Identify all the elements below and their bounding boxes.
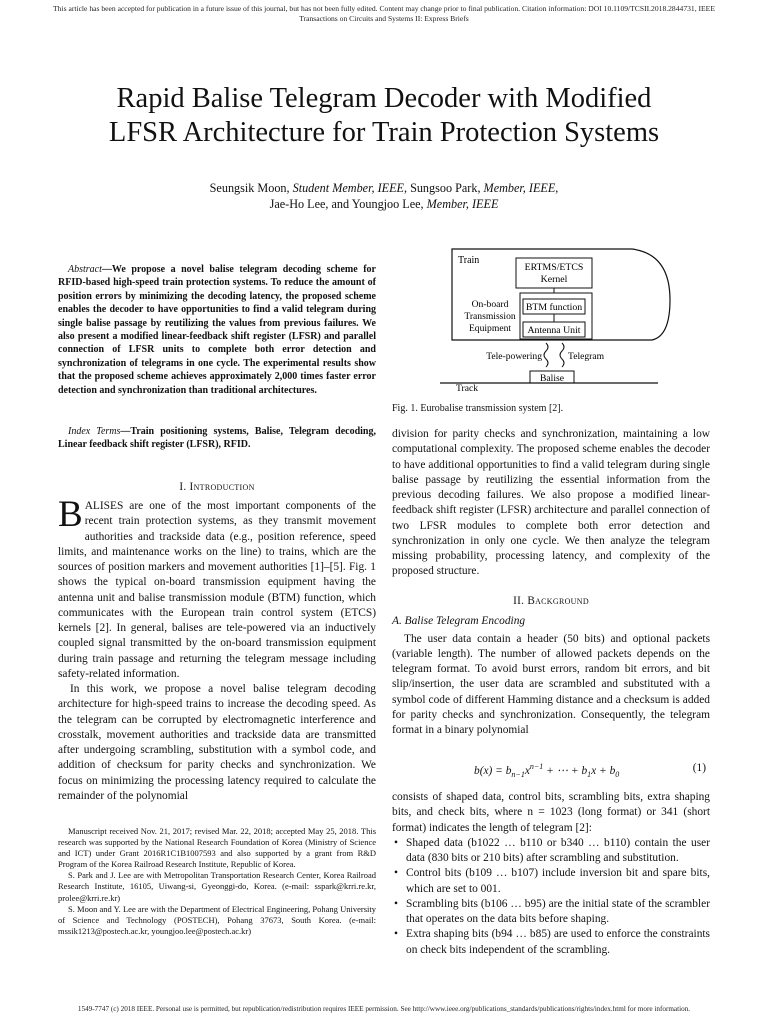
antenna-unit-label: Antenna Unit: [527, 325, 581, 336]
footnote-affiliation-postech: S. Moon and Y. Lee are with the Department of Electrical Engineering, Pohang University of Science and Technology (POSTECH), Pohang 37673, South Korea. (e-mail: mssik1213@postech.ac.kr, youngjoo.lee@postech.ac.kr): [58, 903, 376, 936]
journal-notice-line1: This article has been accepted for publication in a future issue of this journal, but has not been fully edited. Content may change prior to final publication. Citation information: DOI 10.1109/TCSII.2018.2844731, IEEE: [53, 4, 715, 13]
author-name: Jae-Ho Lee, and Youngjoo Lee,: [269, 197, 427, 211]
paper-title-line2: LFSR Architecture for Train Protection Systems: [108, 117, 660, 148]
author-role: Member, IEEE: [483, 181, 556, 195]
list-item: • Scrambling bits (b106 … b95) are the initial state of the scrambler that operates on the data bits before shaping.: [392, 897, 710, 928]
intro-continued-paragraph: division for parity checks and synchronization, maintaining a low computational complexity. The proposed scheme enables the decoder to have additional opportunities to find a valid telegram during single balise passage by reutilizing the essential information from the previous decoding failures. We also propose a modified linear-feedback shift register (LFSR) architecture and parallel connection of two LFSR modules to complete both error detection and synchronization in only one cycle. We then analyze the telegram missing probability, processing latency, and complexity of the proposed structure.: [392, 428, 710, 578]
onboard-label-line2: Transmission: [464, 311, 516, 322]
telegram-fields-list: [392, 836, 710, 958]
introduction-section: [58, 480, 376, 804]
paper-title-line1: Rapid Balise Telegram Decoder with Modified: [116, 83, 652, 114]
author-role: Member, IEEE: [426, 197, 499, 211]
telegram-label: Telegram: [568, 351, 605, 362]
right-column-upper: [392, 427, 710, 738]
index-terms: [58, 425, 376, 452]
author-name: , Sungsoo Park,: [403, 181, 484, 195]
train-label: Train: [458, 255, 480, 266]
section-heading-background: II. Background: [513, 594, 589, 607]
figure-caption: Fig. 1. Eurobalise transmission system [2].: [392, 403, 564, 414]
ertms-label-line1: ERTMS/ETCS: [524, 262, 584, 273]
format-description-paragraph: consists of shaped data, control bits, scrambling bits, extra shaping bits, and check bits, where n = 1023 (long format) or 341 (short format) indicates the length of telegram [2]:: [392, 791, 710, 834]
footnote-affiliation-krri: S. Park and J. Lee are with Metropolitan Transportation Research Center, Korea Railroad Research Institute, 16105, Uiwang-si, Gyeonggi-do, Korea. (e-mail: sspark@krri.re.kr, prolee@krri.re.kr): [58, 870, 376, 903]
figure-eurobalise-diagram: [438, 244, 678, 394]
balise-label: Balise: [540, 373, 564, 384]
equation-telegram-polynomial: [392, 762, 710, 778]
list-item: • Shaped data (b1022 … b110 or b340 … b110) contain the user data (830 bits or 210 bits) after scrambling and substitution.: [392, 836, 710, 867]
right-column-lower: [392, 790, 710, 958]
journal-notice-line2: Transactions on Circuits and Systems II: Express Briefs: [299, 14, 469, 23]
btm-function-label: BTM function: [525, 302, 583, 313]
abstract-text: —We propose a novel balise telegram decoding scheme for RFID-based high-speed train protection systems. To reduce the amount of position errors by minimizing the decoding latency, the proposed scheme enables the decoder to have opportunities to find a valid telegram during single balise passage by reutilizing the values from previous failures. We also present a modified linear-feedback shift register (LFSR) and parallel connection of LFSR units to complete both error detection and synchronization of telegrams in one cycle. The experimental results show that the proposed scheme achieves approximately 2,000 times faster error detection and synchronization than traditional architectures.: [58, 264, 376, 396]
abstract: [58, 263, 376, 397]
author-line2: [40, 196, 728, 212]
author-line1: [40, 180, 728, 196]
drop-cap: B: [58, 494, 83, 535]
author-list: [40, 180, 728, 212]
ertms-label-line2: Kernel: [540, 274, 568, 285]
footnotes: [58, 826, 376, 937]
author-role: Student Member, IEEE: [292, 181, 404, 195]
telepowering-wave: [544, 343, 548, 367]
author-name: Seungsik Moon,: [209, 181, 293, 195]
abstract-label: Abstract: [68, 264, 102, 275]
section-heading-introduction: I. Introduction: [179, 481, 255, 493]
footnote-manuscript: Manuscript received Nov. 21, 2017; revised Mar. 22, 2018; accepted May 25, 2018. This research was supported by the National Research Foundation of Korea (Ministry of Science and ICT) under Grant 2016R1C1B1007593 and also supported by a grant from R&D Program of the Korea Railroad Research Institute, Republic of Korea.: [58, 826, 376, 870]
onboard-label-line1: On-board: [471, 299, 509, 310]
subsection-heading-telegram-encoding: A. Balise Telegram Encoding: [392, 614, 526, 627]
index-terms-label: Index Terms: [68, 426, 121, 437]
copyright-notice: 1549-7747 (c) 2018 IEEE. Personal use is permitted, but republication/redistribution requires IEEE permission. See http://www.ieee.org/publications_standards/publications/rights/index.html for more information.: [77, 1005, 691, 1013]
list-item: • Control bits (b109 … b107) include inversion bit and spare bits, which are set to 001.: [392, 866, 710, 897]
author-separator: ,: [555, 181, 559, 195]
equation-body: $b(x) = b_{n-1}x^{n-1}$ + ⋯ + $b_1x + b_0$: [474, 762, 620, 780]
intro-paragraph-2: In this work, we propose a novel balise telegram decoding architecture for high-speed trains to increase the decoding speed. As the telegram can be corrupted by electromagnetic interference and crosstalk, movement authorities and trackside data are transmitted after undergoing scrambling, substitution with a symbol code, and addition of checksum for parity checks and synchronization. We focus on minimizing the processing latency required to calculate the remainder of the polynomial: [58, 683, 376, 802]
intro-paragraph-1-text: ALISES are one of the most important components of the recent train protection systems, as they transmit movement authorities and trackside data (e.g., position reference, speed limits, and maintenance works on the line) to trains, which are the sources of position markers and movement authorities [1]–[5]. Fig. 1 shows the typical on-board transmission equipment having the antenna unit and balise transmission module (BTM) function, which communicates with the European train control system (ETCS) kernels [2]. In general, balises are tele-powered via an inductively coupled signal transmitted by the on-board transmission equipment during train passage and returning the telegram message including safety-related information.: [58, 500, 376, 680]
list-item: • Extra shaping bits (b94 … b85) are used to enforce the constraints on check bits independent of the scrambling.: [392, 927, 710, 958]
intro-paragraph-1: [58, 494, 376, 682]
paper-title: [40, 82, 728, 150]
telepowering-label: Tele-powering: [486, 351, 542, 362]
telegram-wave: [560, 343, 564, 367]
equation-number: (1): [692, 762, 706, 774]
journal-notice: [0, 4, 768, 24]
index-terms-text: —Train positioning systems, Balise, Telegram decoding, Linear feedback shift register (LFSR), RFID.: [58, 426, 376, 451]
background-paragraph: The user data contain a header (50 bits) and optional packets (variable length). The number of allowed packets depends on the telegram format. To avoid burst errors, random bit errors, and bit slip/insertion, the user data are scrambled and substituted with a symbol code of different Hamming distance and a checksum is added for parity checks and synchronization. Consequently, the telegram format in a binary polynomial: [392, 632, 710, 736]
onboard-label-line3: Equipment: [468, 323, 512, 334]
track-label: Track: [456, 383, 479, 394]
